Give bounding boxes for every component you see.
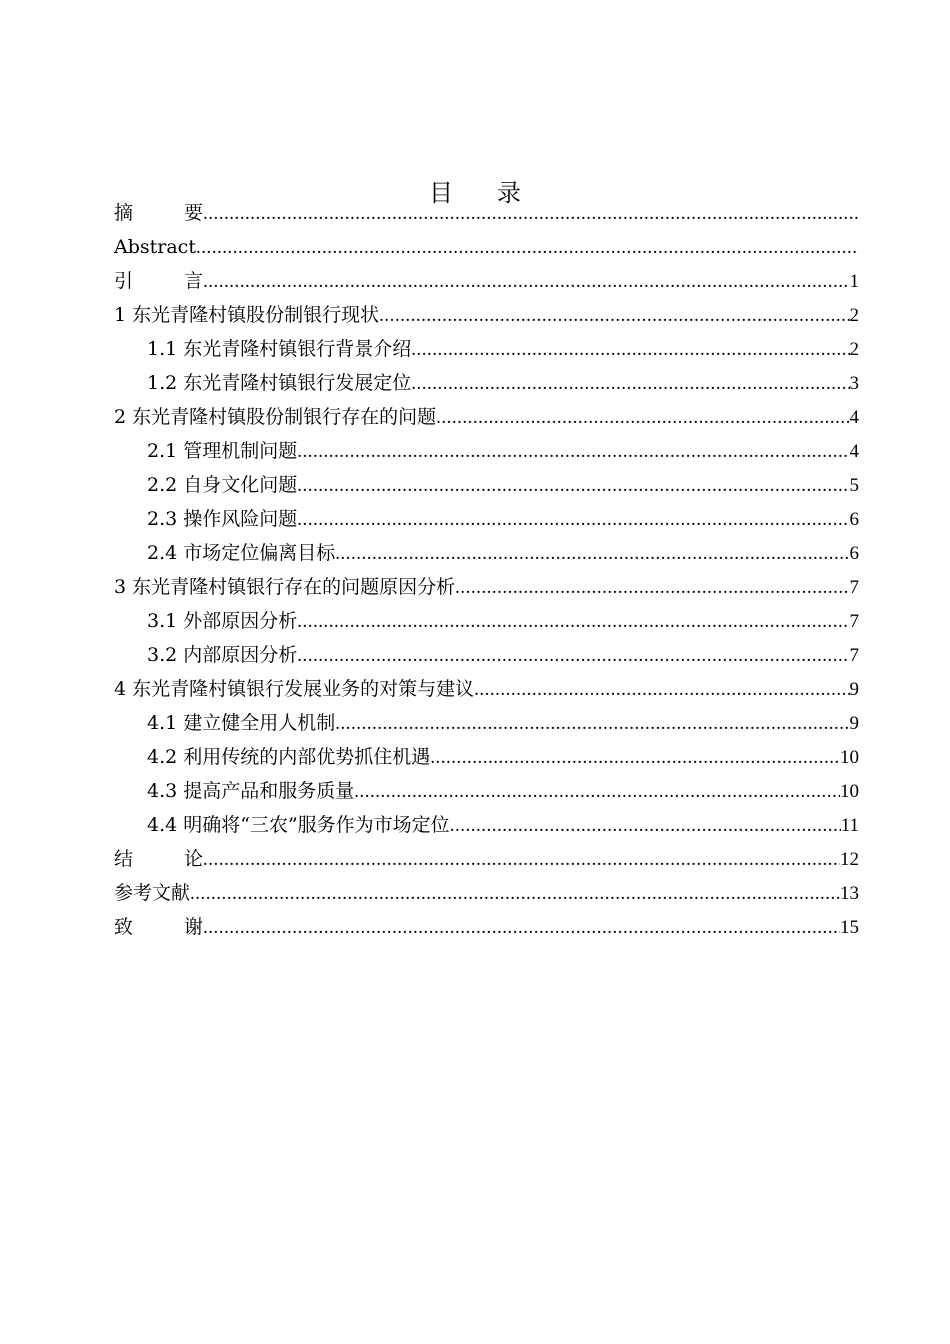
toc-entry-label: 4.3 提高产品和服务质量 bbox=[147, 780, 355, 802]
toc-entry-page: 7 bbox=[849, 645, 859, 666]
toc-entry-label: 1 东光青隆村镇股份制银行现状 bbox=[114, 304, 380, 326]
toc-dot-leader bbox=[203, 843, 840, 877]
toc-entry-page: 4 bbox=[849, 407, 859, 428]
toc-entry-section-3-2[interactable] bbox=[114, 638, 859, 672]
toc-entry-label: 2 东光青隆村镇股份制银行存在的问题 bbox=[114, 406, 437, 428]
toc-dot-leader bbox=[411, 367, 849, 401]
toc-entry-chapter-2[interactable] bbox=[114, 400, 859, 434]
toc-entry-section-2-4[interactable] bbox=[114, 536, 859, 570]
toc-entry-page: 10 bbox=[840, 747, 859, 768]
toc-dot-leader bbox=[354, 775, 840, 809]
toc-entry-page: 7 bbox=[849, 611, 859, 632]
toc-entry-page: 6 bbox=[849, 543, 859, 564]
toc-entry-label: 摘 要 bbox=[114, 202, 203, 224]
title-part-1: 目 bbox=[429, 179, 453, 208]
toc-entry-label: 引 言 bbox=[114, 270, 203, 292]
toc-entry-page: 2 bbox=[849, 305, 859, 326]
toc-entry-section-3-1[interactable] bbox=[114, 604, 859, 638]
toc-dot-leader bbox=[203, 197, 859, 231]
toc-entry-abstract-cn[interactable] bbox=[114, 196, 859, 230]
toc-entry-section-4-3[interactable] bbox=[114, 774, 859, 808]
toc-dot-leader bbox=[436, 401, 849, 435]
toc-dot-leader bbox=[297, 435, 849, 469]
toc-entry-label: 2.3 操作风险问题 bbox=[147, 508, 298, 530]
table-of-contents bbox=[114, 196, 859, 944]
toc-entry-label: 参考文献 bbox=[114, 882, 191, 904]
toc-entry-page: 4 bbox=[849, 441, 859, 462]
toc-entry-abstract-en[interactable] bbox=[114, 230, 859, 264]
toc-entry-label: Abstract bbox=[114, 236, 196, 258]
toc-entry-label: 4.1 建立健全用人机制 bbox=[147, 712, 336, 734]
toc-dot-leader bbox=[190, 877, 840, 911]
toc-entry-page: 9 bbox=[849, 713, 859, 734]
toc-entry-section-4-4[interactable] bbox=[114, 808, 859, 842]
toc-entry-acknowledgements[interactable] bbox=[114, 910, 859, 944]
toc-entry-label: 1.2 东光青隆村镇银行发展定位 bbox=[147, 372, 412, 394]
toc-entry-page: 5 bbox=[849, 475, 859, 496]
toc-dot-leader bbox=[297, 639, 849, 673]
toc-dot-leader bbox=[335, 707, 849, 741]
toc-entry-page: 3 bbox=[849, 373, 859, 394]
toc-entry-chapter-1[interactable] bbox=[114, 298, 859, 332]
toc-dot-leader bbox=[297, 605, 849, 639]
toc-dot-leader bbox=[335, 537, 849, 571]
toc-dot-leader bbox=[203, 265, 850, 299]
toc-entry-label: 2.4 市场定位偏离目标 bbox=[147, 542, 336, 564]
toc-entry-chapter-4[interactable] bbox=[114, 672, 859, 706]
toc-dot-leader bbox=[297, 469, 849, 503]
toc-entry-page: 11 bbox=[840, 815, 859, 836]
toc-entry-section-2-3[interactable] bbox=[114, 502, 859, 536]
toc-entry-page: 1 bbox=[849, 271, 859, 292]
toc-entry-chapter-3[interactable] bbox=[114, 570, 859, 604]
toc-entry-page: 9 bbox=[849, 679, 859, 700]
toc-dot-leader bbox=[450, 809, 841, 843]
toc-entry-label: 致 谢 bbox=[114, 916, 203, 938]
toc-dot-leader bbox=[411, 333, 849, 367]
toc-entry-references[interactable] bbox=[114, 876, 859, 910]
toc-dot-leader bbox=[379, 299, 849, 333]
toc-entry-label: 4 东光青隆村镇银行发展业务的对策与建议 bbox=[114, 678, 475, 700]
toc-dot-leader bbox=[203, 911, 840, 945]
toc-entry-label: 3 东光青隆村镇银行存在的问题原因分析 bbox=[114, 576, 456, 598]
title-part-2: 录 bbox=[497, 179, 521, 208]
toc-entry-section-1-2[interactable] bbox=[114, 366, 859, 400]
toc-dot-leader bbox=[430, 741, 840, 775]
toc-entry-label: 3.2 内部原因分析 bbox=[147, 644, 298, 666]
toc-entry-section-2-2[interactable] bbox=[114, 468, 859, 502]
toc-entry-page: 10 bbox=[840, 781, 859, 802]
toc-dot-leader bbox=[196, 231, 859, 265]
toc-entry-label: 1.1 东光青隆村镇银行背景介绍 bbox=[147, 338, 412, 360]
toc-dot-leader bbox=[455, 571, 849, 605]
toc-entry-page: 6 bbox=[849, 509, 859, 530]
toc-entry-page: 13 bbox=[840, 883, 859, 904]
toc-entry-label: 3.1 外部原因分析 bbox=[147, 610, 298, 632]
toc-entry-label: 4.4 明确将“三农”服务作为市场定位 bbox=[147, 814, 450, 836]
toc-entry-section-4-1[interactable] bbox=[114, 706, 859, 740]
toc-dot-leader bbox=[297, 503, 849, 537]
toc-entry-section-4-2[interactable] bbox=[114, 740, 859, 774]
toc-entry-section-1-1[interactable] bbox=[114, 332, 859, 366]
toc-entry-conclusion[interactable] bbox=[114, 842, 859, 876]
toc-entry-introduction[interactable] bbox=[114, 264, 859, 298]
toc-entry-label: 结 论 bbox=[114, 848, 203, 870]
toc-entry-page: 7 bbox=[849, 577, 859, 598]
toc-entry-page: 12 bbox=[840, 849, 859, 870]
toc-entry-page: 15 bbox=[840, 917, 859, 938]
toc-entry-section-2-1[interactable] bbox=[114, 434, 859, 468]
toc-dot-leader bbox=[474, 673, 849, 707]
toc-entry-label: 2.2 自身文化问题 bbox=[147, 474, 298, 496]
toc-entry-label: 4.2 利用传统的内部优势抓住机遇 bbox=[147, 746, 431, 768]
toc-entry-label: 2.1 管理机制问题 bbox=[147, 440, 298, 462]
toc-entry-page: 2 bbox=[849, 339, 859, 360]
